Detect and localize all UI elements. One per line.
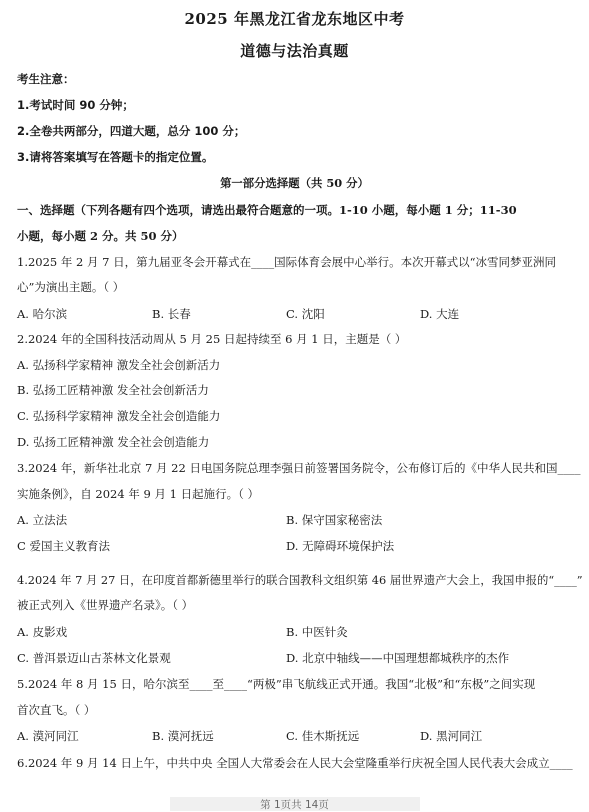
exam-title: 2025 年黑龙江省龙东地区中考 bbox=[184, 10, 405, 28]
notice-item: 2.全卷共两部分，四道大题，总分 100 分； bbox=[17, 124, 246, 138]
question-2-option-b: B. 弘扬工匠精神激 发全社会创新活力 bbox=[17, 383, 209, 397]
question-1-stem: 心”为演出主题。（ ） bbox=[17, 280, 125, 294]
question-3-option-d: D. 无障碍环境保护法 bbox=[286, 539, 395, 553]
question-5-option-a: A. 漠河同江 bbox=[17, 729, 79, 743]
question-3-option-c: C 爱国主义教育法 bbox=[17, 539, 110, 553]
question-2-stem: 2.2024 年的全国科技活动周从 5 月 25 日起持续至 6 月 1 日，主题是（ ） bbox=[17, 332, 407, 346]
question-5-option-b: B. 漠河抚远 bbox=[152, 729, 214, 743]
question-3-option-b: B. 保守国家秘密法 bbox=[286, 513, 383, 527]
question-2-option-d: D. 弘扬工匠精神激 发全社会创造能力 bbox=[17, 435, 210, 449]
question-1-option-d: D. 大连 bbox=[420, 307, 460, 321]
page-number: 第 1页共 14页 bbox=[260, 799, 329, 811]
section-instruction: 小题，每小题 2 分。共 50 分） bbox=[17, 229, 184, 243]
question-1-option-c: C. 沈阳 bbox=[286, 307, 325, 321]
notice-item: 1.考试时间 90 分钟； bbox=[17, 98, 134, 112]
question-4-option-b: B. 中医针灸 bbox=[286, 625, 348, 639]
question-1-stem: 1.2025 年 2 月 7 日，第九届亚冬会开幕式在____国际体育会展中心举行。本次开幕式以“冰雪同梦亚洲同 bbox=[17, 255, 557, 269]
question-4-option-d: D. 北京中轴线——中国理想都城秩序的杰作 bbox=[286, 651, 510, 665]
exam-subtitle: 道德与法治真题 bbox=[240, 42, 349, 60]
question-2-option-c: C. 弘扬科学家精神 激发全社会创造能力 bbox=[17, 409, 221, 423]
question-3-stem: 实施条例》，自 2024 年 9 月 1 日起施行。（ ） bbox=[17, 487, 259, 501]
part-heading: 第一部分选择题（共 50 分） bbox=[220, 176, 369, 190]
notice-heading: 考生注意： bbox=[17, 72, 75, 86]
question-3-stem: 3.2024 年，新华社北京 7 月 22 日电国务院总理李强日前签署国务院令，公布修订后的《中华人民共和国____ bbox=[17, 461, 581, 475]
question-1-option-a: A. 哈尔滨 bbox=[17, 307, 68, 321]
section-instruction: 一、选择题（下列各题有四个选项，请选出最符合题意的一项。1-10 小题，每小题 1 分；11-30 bbox=[17, 203, 517, 217]
question-5-stem: 首次直飞。（ ） bbox=[17, 703, 96, 717]
notice-item: 3.请将答案填写在答题卡的指定位置。 bbox=[17, 150, 214, 164]
question-5-option-c: C. 佳木斯抚远 bbox=[286, 729, 360, 743]
question-2-option-a: A. 弘扬科学家精神 激发全社会创新活力 bbox=[17, 358, 221, 372]
question-1-option-b: B. 长春 bbox=[152, 307, 191, 321]
question-3-option-a: A. 立法法 bbox=[17, 513, 68, 527]
question-4-option-a: A. 皮影戏 bbox=[17, 625, 68, 639]
question-4-option-c: C. 普洱景迈山古茶林文化景观 bbox=[17, 651, 171, 665]
question-4-stem: 被正式列入《世界遗产名录》。（ ） bbox=[17, 598, 194, 612]
question-4-stem: 4.2024 年 7 月 27 日，在印度首都新德里举行的联合国教科文组织第 46 届世界遗产大会上，我国申报的“____” bbox=[17, 573, 583, 587]
question-6-stem: 6.2024 年 9 月 14 日上午，中共中央 全国人大常委会在人民大会堂隆重举行庆祝全国人民代表大会成立____ bbox=[17, 756, 573, 770]
question-5-stem: 5.2024 年 8 月 15 日，哈尔滨至____至____“两极”串飞航线正式开通。我国“北极”和“东极”之间实现 bbox=[17, 677, 536, 691]
question-5-option-d: D. 黑河同江 bbox=[420, 729, 483, 743]
